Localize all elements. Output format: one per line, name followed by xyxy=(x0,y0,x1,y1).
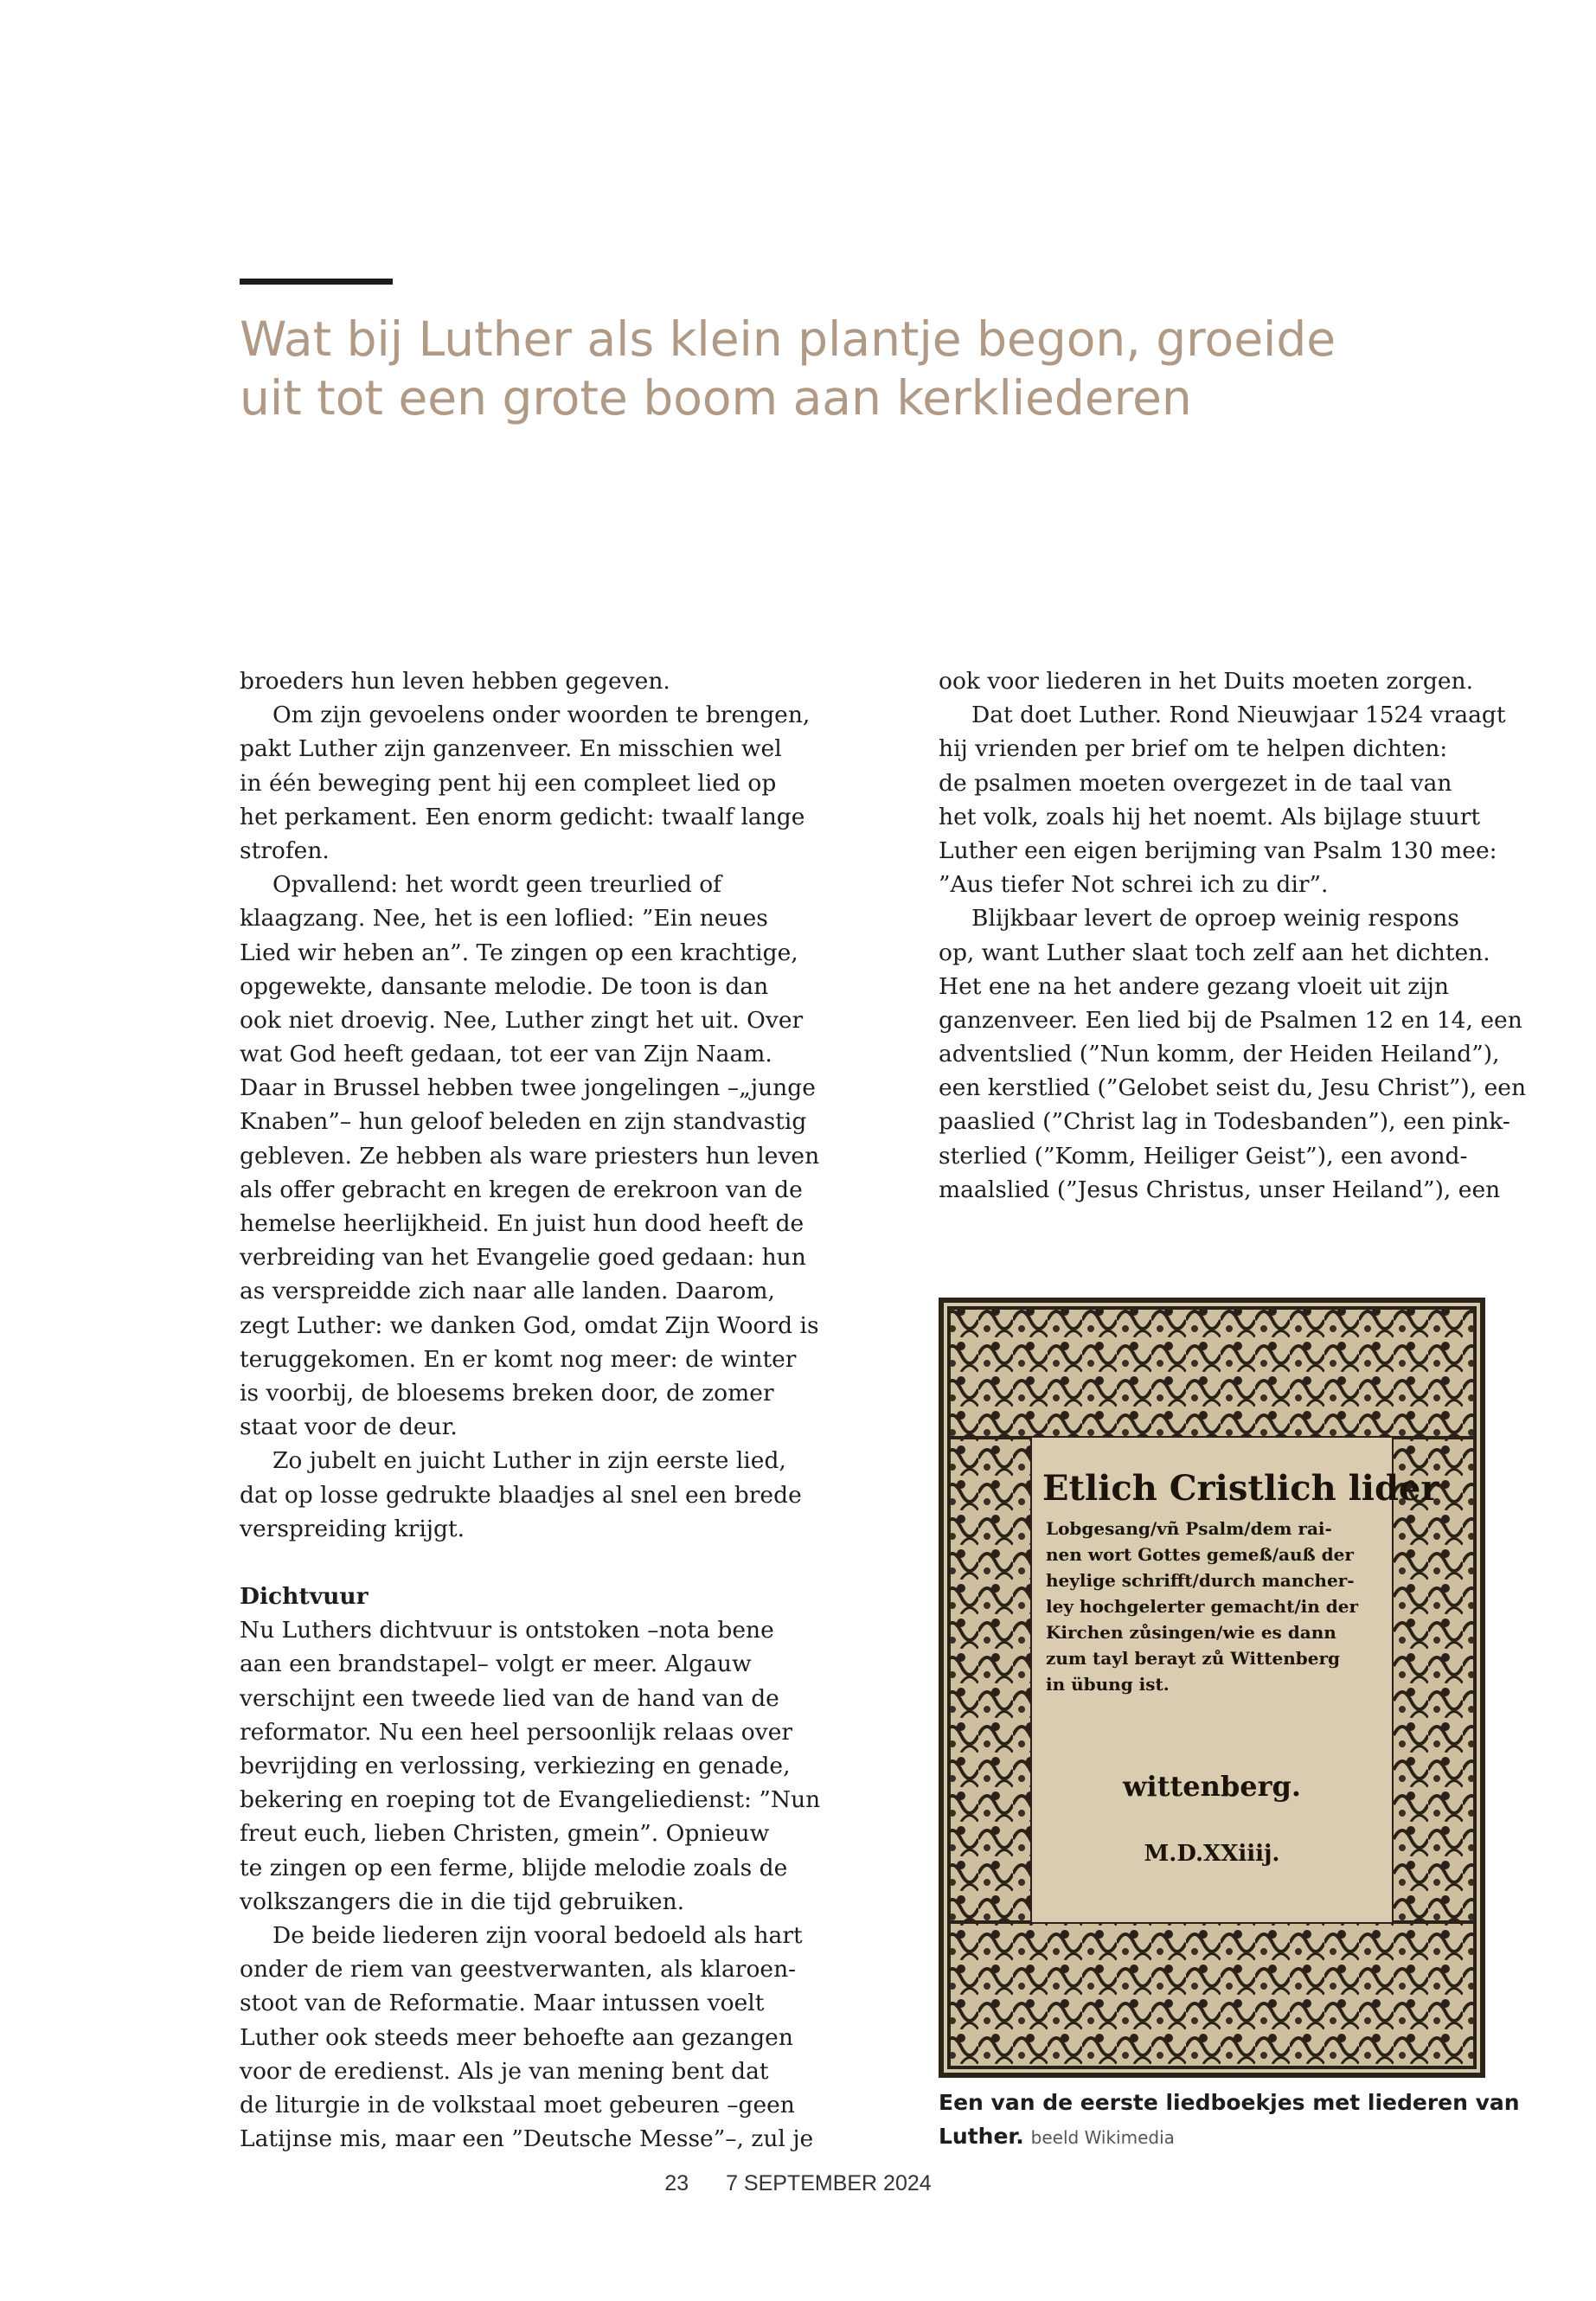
text-line: is voorbij, de bloesems breken door, de zomer xyxy=(240,1379,774,1407)
text-line: een kerstlied (”Gelobet seist du, Jesu Christ”), een xyxy=(939,1074,1527,1102)
text-line: sterlied (”Komm, Heiliger Geist”), een avond- xyxy=(939,1142,1468,1170)
pull-quote-line: Wat bij Luther als klein plantje begon, groeide xyxy=(240,311,1336,367)
text-line: de psalmen moeten overgezet in de taal van xyxy=(939,769,1452,797)
text-line: broeders hun leven hebben gegeven. xyxy=(240,668,670,695)
text-line: de liturgie in de volkstaal moet gebeuren –geen xyxy=(240,2091,795,2118)
image-caption xyxy=(939,2086,1527,2155)
text-line: as verspreidde zich naar alle landen. Daarom, xyxy=(240,1278,775,1305)
text-line: Zo jubelt en juicht Luther in zijn eerste lied, xyxy=(272,1447,786,1475)
figure-place: wittenberg. xyxy=(1123,1770,1301,1803)
figure-text-line: zum tayl berayt zů Wittenberg xyxy=(1046,1648,1340,1669)
figure-text-line: Kirchen zůsingen/wie es dann xyxy=(1046,1622,1336,1643)
text-line: strofen. xyxy=(240,836,330,864)
figure-text-line: heylige schrifft/durch mancher- xyxy=(1046,1570,1355,1591)
text-line: De beide liederen zijn vooral bedoeld als hart xyxy=(272,1921,803,1949)
text-line: bekering en roeping tot de Evangeliedienst: ”Nun xyxy=(240,1786,821,1814)
text-line: gebleven. Ze hebben als ware priesters hun leven xyxy=(240,1142,820,1170)
text-line: ”Aus tiefer Not schrei ich zu dir”. xyxy=(939,871,1329,899)
text-line: Dat doet Luther. Rond Nieuwjaar 1524 vraagt xyxy=(971,702,1506,729)
text-line: Daar in Brussel hebben twee jongelingen –„junge xyxy=(240,1074,816,1102)
text-line: hemelse heerlijkheid. En juist hun dood heeft de xyxy=(240,1210,804,1237)
text-line: verbreiding van het Evangelie goed gedaan: hun xyxy=(240,1244,806,1272)
figure-year: M.D.XXiiij. xyxy=(1144,1841,1280,1867)
text-line: adventslied (”Nun komm, der Heiden Heiland”), xyxy=(939,1041,1500,1068)
text-line: hij vrienden per brief om te helpen dichten: xyxy=(939,735,1448,763)
image-credit: beeld Wikimedia xyxy=(1030,2127,1175,2148)
text-line: Luther een eigen berijming van Psalm 130 mee: xyxy=(939,836,1497,864)
text-line: opgewekte, dansante melodie. De toon is dan xyxy=(240,972,769,1000)
text-line: onder de riem van geestverwanten, als klaroen- xyxy=(240,1956,797,1984)
text-line: aan een brandstapel– volgt er meer. Algauw xyxy=(240,1650,752,1678)
text-line: te zingen op een ferme, blijde melodie zoals de xyxy=(240,1854,788,1881)
text-line: ook niet droevig. Nee, Luther zingt het uit. Over xyxy=(240,1006,804,1034)
pull-quote-line: uit tot een grote boom aan kerkliederen xyxy=(240,370,1192,426)
text-line: Het ene na het andere gezang vloeit uit zijn xyxy=(939,972,1449,1000)
text-line: verspreiding krijgt. xyxy=(240,1515,465,1542)
text-line: dat op losse gedrukte blaadjes al snel een brede xyxy=(240,1481,802,1509)
text-line: ganzenveer. Een lied bij de Psalmen 12 en 14, een xyxy=(939,1006,1522,1034)
text-line: klaagzang. Nee, het is een loflied: ”Ein neues xyxy=(240,905,768,933)
text-line: pakt Luther zijn ganzenveer. En misschien wel xyxy=(240,735,782,763)
text-line: Blijkbaar levert de oproep weinig respons xyxy=(971,905,1459,933)
caption-text-2: Luther. xyxy=(939,2124,1024,2149)
text-line: Nu Luthers dichtvuur is ontstoken –nota bene xyxy=(240,1617,774,1644)
text-line: volkszangers die in die tijd gebruiken. xyxy=(240,1888,685,1915)
text-line: staat voor de deur. xyxy=(240,1413,458,1441)
text-line: bevrijding en verlossing, verkiezing en genade, xyxy=(240,1753,791,1779)
text-line: het volk, zoals hij het noemt. Als bijlage stuurt xyxy=(939,803,1481,830)
figure-text-line: ley hochgelerter gemacht/in der xyxy=(1046,1596,1358,1617)
text-line: ook voor liederen in het Duits moeten zorgen. xyxy=(939,668,1474,695)
page-footer xyxy=(0,2171,1596,2196)
issue-date: 7 SEPTEMBER 2024 xyxy=(726,2171,932,2195)
text-line: reformator. Nu een heel persoonlijk relaas over xyxy=(240,1718,793,1746)
figure-text-line: Lobgesang/vñ Psalm/dem rai- xyxy=(1046,1518,1332,1539)
text-line: teruggekomen. En er komt nog meer: de winter xyxy=(240,1345,797,1373)
text-line: op, want Luther slaat toch zelf aan het dichten. xyxy=(939,939,1490,966)
songbook-title-page-image xyxy=(939,1298,1485,2078)
text-line: Latijnse mis, maar een ”Deutsche Messe”–, zul je xyxy=(240,2125,814,2153)
text-line: wat God heeft gedaan, tot eer van Zijn Naam. xyxy=(240,1041,772,1068)
text-line: Opvallend: het wordt geen treurlied of xyxy=(272,871,721,899)
figure-text-line: in übung ist. xyxy=(1046,1674,1170,1695)
text-line: Om zijn gevoelens onder woorden te brengen, xyxy=(272,702,811,729)
decorative-rule xyxy=(240,279,393,285)
text-line: voor de eredienst. Als je van mening bent dat xyxy=(240,2057,769,2085)
text-line: freut euch, lieben Christen, gmein”. Opnieuw xyxy=(240,1820,770,1848)
text-line: paaslied (”Christ lag in Todesbanden”), een pink- xyxy=(939,1108,1510,1136)
text-line: het perkament. Een enorm gedicht: twaalf lange xyxy=(240,803,805,830)
text-line: maalslied (”Jesus Christus, unser Heiland”), een xyxy=(939,1176,1501,1203)
text-line: in één beweging pent hij een compleet lied op xyxy=(240,769,777,797)
article-column-left xyxy=(240,664,821,2156)
figure-text-line: nen wort Gottes gemeß/auß der xyxy=(1046,1544,1354,1565)
figure-title-line: Etlich Cristlich lider xyxy=(1042,1468,1439,1509)
text-line: verschijnt een tweede lied van de hand van de xyxy=(240,1684,779,1712)
text-line: Luther ook steeds meer behoefte aan gezangen xyxy=(240,2023,793,2051)
text-line: als offer gebracht en kregen de erekroon van de xyxy=(240,1176,803,1203)
pull-quote xyxy=(240,310,1364,427)
text-line: Knaben”– hun geloof beleden en zijn standvastig xyxy=(240,1108,807,1136)
section-subheading: Dichtvuur xyxy=(240,1583,369,1611)
caption-text: Een van de eerste liedboekjes met liederen van xyxy=(939,2090,1520,2115)
page-number: 23 xyxy=(664,2171,689,2195)
text-line: stoot van de Reformatie. Maar intussen voelt xyxy=(240,1990,765,2017)
text-line: Lied wir heben an”. Te zingen op een krachtige, xyxy=(240,939,798,966)
text-line: zegt Luther: we danken God, omdat Zijn Woord is xyxy=(240,1311,819,1339)
article-column-right xyxy=(939,664,1527,1207)
